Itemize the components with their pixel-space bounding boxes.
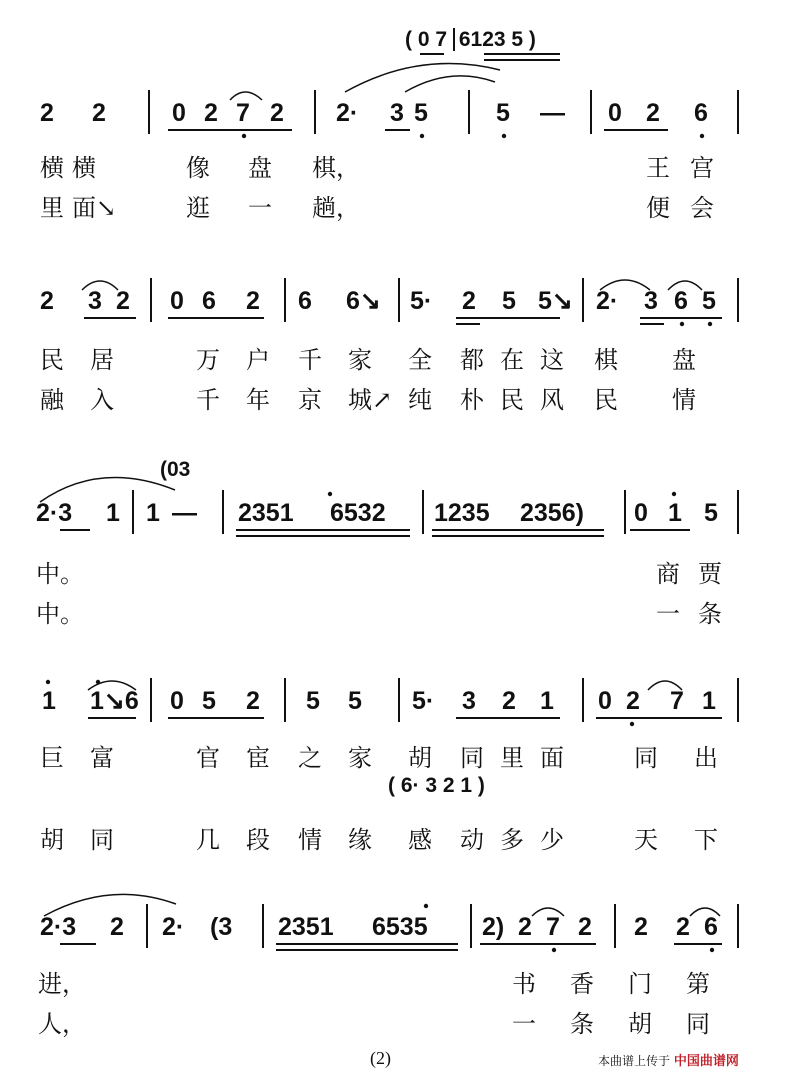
note: 2 (634, 913, 648, 941)
note: 2351 (238, 499, 294, 527)
barline (590, 90, 592, 134)
note: 2 (270, 99, 284, 127)
note: 2 (110, 913, 124, 941)
barline (284, 278, 286, 322)
note: 2 (518, 913, 532, 941)
note: 1 (540, 687, 554, 715)
barline (737, 278, 739, 322)
note: 0 (170, 687, 184, 715)
note: 2 (40, 99, 54, 127)
note: 3 (462, 687, 476, 715)
barline (146, 904, 148, 948)
watermark (598, 1050, 739, 1069)
note: 6 (202, 287, 216, 315)
lyrics-verse-2: 里 面↘ 逛 一 趟， 便 会 (40, 194, 714, 222)
note: 2 (92, 99, 106, 127)
note: 2·3 (36, 499, 73, 527)
note: 2· (162, 913, 185, 941)
note: 3 (644, 287, 658, 315)
barline (582, 278, 584, 322)
barline (150, 678, 152, 722)
note: 5 (202, 687, 216, 715)
note: 6 (298, 287, 312, 315)
barline (284, 678, 286, 722)
barline (614, 904, 616, 948)
lyrics-verse-2: 胡 同 几 段 情 缘 感 动 多 少 天 下 (40, 826, 718, 854)
note: 6535 (372, 913, 428, 941)
note: 5 (348, 687, 362, 715)
note: 7 (236, 99, 250, 127)
note: 2351 (278, 913, 334, 941)
barline (468, 90, 470, 134)
upload-label: 本曲谱上传于 (598, 1054, 671, 1068)
barline (222, 490, 224, 534)
note: 5 (414, 99, 428, 127)
note: 2 (462, 287, 476, 315)
note: 5· (410, 287, 433, 315)
note: 6 (704, 913, 718, 941)
barline (148, 90, 150, 134)
note: 2· (336, 99, 359, 127)
lyrics-verse-1: 巨 富 官 宦 之 家 胡 同 里 面 同 出 (40, 744, 718, 772)
barline (737, 678, 739, 722)
note: 1 (668, 499, 682, 527)
barline (398, 278, 400, 322)
barline (737, 490, 739, 534)
note: 2 (578, 913, 592, 941)
note: 2 (676, 913, 690, 941)
note: 2) (482, 913, 505, 941)
note: 2· (596, 287, 619, 315)
note: 6 (674, 287, 688, 315)
note: 1↘6 (90, 687, 139, 715)
note: 0 (172, 99, 186, 127)
note: 3 (390, 99, 404, 127)
lyrics-verse-1: 民 居 万 户 千 家 全 都 在 这 棋 盘 (40, 346, 696, 374)
note: 0 (608, 99, 622, 127)
lyrics-verse-2: 中。 一 条 (36, 600, 722, 628)
note: 1 (106, 499, 120, 527)
note: 2 (646, 99, 660, 127)
note: 1235 (434, 499, 490, 527)
note: — (540, 99, 565, 127)
barline (398, 678, 400, 722)
notes-row (0, 498, 793, 538)
lyrics-verse-2: 人， 一 条 胡 同 (38, 1010, 710, 1038)
barline (624, 490, 626, 534)
barline (470, 904, 472, 948)
intro-bracket-1: ( 0 7 6123 5 ) (405, 28, 536, 51)
notes-row (0, 686, 793, 726)
note: 0 (170, 287, 184, 315)
note: 5 (704, 499, 718, 527)
note: 0 (634, 499, 648, 527)
note: — (172, 499, 197, 527)
note: 2 (626, 687, 640, 715)
note: 5 (702, 287, 716, 315)
note: 2 (204, 99, 218, 127)
note: 6↘ (346, 287, 381, 315)
note: 5 (502, 287, 516, 315)
page-number: (2) (370, 1048, 391, 1068)
barline (150, 278, 152, 322)
intro-bracket-3: (03 (160, 458, 191, 481)
note: 2356) (520, 499, 584, 527)
note: (3 (210, 913, 233, 941)
note: 1 (146, 499, 160, 527)
note: 6 (694, 99, 708, 127)
note: 3 (88, 287, 102, 315)
barline (132, 490, 134, 534)
note: 2 (502, 687, 516, 715)
lyrics-verse-1: 进， 书 香 门 第 (38, 970, 710, 998)
note: 7 (546, 913, 560, 941)
note: 0 (598, 687, 612, 715)
note: 5 (496, 99, 510, 127)
notes-row (0, 912, 793, 952)
alt-notes: ( 6· 3 2 1 ) (388, 774, 485, 797)
barline (262, 904, 264, 948)
note: 5 (306, 687, 320, 715)
barline (582, 678, 584, 722)
site-logo: 中国曲谱网 (673, 1054, 739, 1069)
notes-row (0, 98, 793, 138)
note: 2 (40, 287, 54, 315)
barline (314, 90, 316, 134)
lyrics-verse-2: 融 入 千 年 京 城↗ 纯 朴 民 风 民 情 (40, 386, 696, 414)
lyrics-verse-1: 横 横 像 盘 棋， 王 宫 (40, 154, 714, 182)
note: 2 (246, 687, 260, 715)
note: 2 (116, 287, 130, 315)
note: 1 (42, 687, 56, 715)
note: 5↘ (538, 287, 573, 315)
note: 2·3 (40, 913, 77, 941)
note: 1 (702, 687, 716, 715)
lyrics-verse-1: 中。 商 贾 (36, 560, 722, 588)
note: 2 (246, 287, 260, 315)
note: 6532 (330, 499, 386, 527)
notes-row (0, 286, 793, 326)
note: 5· (412, 687, 435, 715)
note: 7 (670, 687, 684, 715)
barline (422, 490, 424, 534)
barline (737, 904, 739, 948)
barline (737, 90, 739, 134)
